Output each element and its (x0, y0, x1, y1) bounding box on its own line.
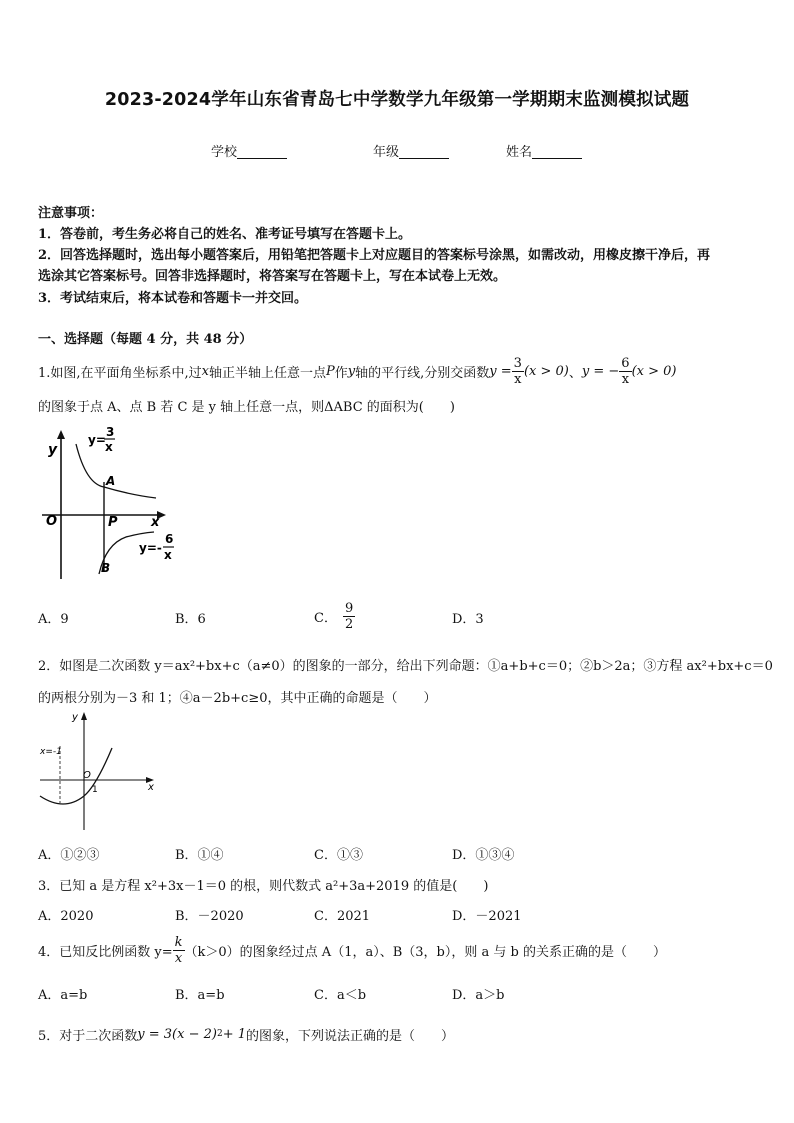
q5-text-post: 的图象，下列说法正确的是（ ） (246, 1028, 455, 1044)
q2-label-x: x (148, 782, 154, 793)
note-item: 1．答卷前，考生务必将自己的姓名、准考证号填写在答题卡上。 (38, 227, 412, 242)
q1-label-func2-num: 6 (165, 532, 174, 546)
q2-label-o: O (83, 770, 91, 781)
q1-label-func2-den: x (164, 548, 172, 562)
q1-func1-fraction (512, 356, 524, 387)
q5-formula: y = 3(x − 2) (137, 1026, 217, 1042)
q4-text-pre: 4．已知反比例函数 y= (38, 944, 173, 960)
q1-option-c-fraction (343, 601, 355, 632)
q3-option-c[interactable]: C．2021 (314, 909, 371, 924)
q2-option-b[interactable]: B．①④ (175, 848, 224, 863)
q3-option-d[interactable]: D．－2021 (452, 909, 522, 924)
q1-label-func1-num: 3 (106, 425, 115, 439)
q1-func2-fraction (619, 356, 631, 387)
name-blank (532, 144, 582, 159)
q1-label-p: P (108, 515, 118, 530)
question-1-line2: 的图象于点 A、点 B 若 C 是 y 轴上任意一点，则ΔABC 的面积为( ) (38, 400, 455, 415)
school-field (211, 141, 287, 160)
q1-text: 1.如图,在平面角坐标系中,过 (38, 365, 202, 381)
q1-y-arrow (57, 430, 65, 439)
notes-heading: 注意事项： (38, 206, 104, 221)
q2-label-y: y (72, 712, 78, 723)
q1-sep: 、 (568, 365, 582, 381)
q3-option-a[interactable]: A．2020 (38, 909, 94, 924)
q1-option-c-num: 9 (344, 600, 354, 616)
name-field (506, 141, 582, 160)
q1-label-b: B (101, 561, 111, 575)
q4-fraction (173, 935, 185, 966)
q1-curve-upper (76, 444, 156, 498)
q1-label-func1: y= (88, 433, 106, 447)
q5-text-pre: 5．对于二次函数 (38, 1028, 138, 1044)
q2-y-arrow (81, 712, 87, 720)
q4-den: x (174, 950, 183, 966)
note-item: 2．回答选择题时，选出每小题答案后，用铅笔把答题卡上对应题目的答案标号涂黑，如需改动，用橡皮擦干净后，再 (38, 248, 711, 263)
q1-func2: y = − (581, 363, 620, 379)
q1-func2-cond: (x > 0) (631, 363, 677, 379)
q4-num: k (174, 934, 183, 950)
q1-func1: y = (489, 363, 512, 379)
question-1-line1 (38, 354, 676, 388)
q2-option-a[interactable]: A．①②③ (38, 848, 100, 863)
name-label: 姓名 (506, 145, 533, 160)
q4-option-c[interactable]: C．a＜b (314, 988, 367, 1003)
q1-option-b[interactable]: B．6 (175, 612, 206, 627)
q1-option-d[interactable]: D．3 (452, 612, 484, 627)
question-5 (38, 1022, 454, 1046)
question-4 (38, 930, 666, 970)
q1-option-c[interactable] (314, 596, 355, 636)
q3-option-b[interactable]: B．－2020 (175, 909, 244, 924)
q2-label-one: 1 (92, 785, 98, 795)
school-label: 学校 (211, 145, 238, 160)
q1-func1-num: 3 (513, 355, 522, 371)
note-item: 选涂其它答案标号。回答非选择题时，将答案写在答题卡上，写在本试卷上无效。 (38, 269, 507, 284)
note-item: 3．考试结束后，将本试卷和答题卡一并交回。 (38, 291, 308, 306)
q1-label-x: x (151, 515, 160, 530)
q1-graph (36, 424, 186, 584)
q1-option-c-label: C． (314, 610, 337, 626)
q1-option-a[interactable]: A．9 (38, 612, 69, 627)
q1-func1-den: x (514, 371, 522, 387)
q4-option-b[interactable]: B．a=b (175, 988, 225, 1003)
q5-formula-end: + 1 (222, 1026, 246, 1042)
q1-label-a: A (106, 474, 116, 488)
q1-var-x: x (201, 363, 210, 379)
q4-option-a[interactable]: A．a=b (38, 988, 88, 1003)
q2-option-c[interactable]: C．①③ (314, 848, 363, 863)
q1-label-func2: y=- (139, 541, 162, 555)
school-blank (237, 144, 287, 159)
q1-var-y: y (347, 363, 356, 379)
q1-text: 轴的平行线,分别交函数 (355, 365, 490, 381)
page-title: 2023-2024学年山东省青岛七中学数学九年级第一学期期末监测模拟试题 (104, 90, 690, 110)
q2-graph (36, 708, 166, 836)
section-heading: 一、选择题（每题 4 分，共 48 分） (38, 332, 253, 347)
q1-func2-den: x (621, 371, 630, 387)
q1-label-y: y (48, 442, 58, 458)
grade-field (373, 141, 449, 160)
grade-label: 年级 (373, 145, 400, 160)
q5-formula-exp: 2 (216, 1029, 223, 1039)
question-2-line1: 2．如图是二次函数 y＝ax²+bx+c（a≠0）的图象的一部分，给出下列命题：①a+b+c＝0；②b＞2a；③方程 ax²+bx+c＝0 (38, 659, 773, 674)
q1-label-func1-den: x (105, 440, 113, 454)
q1-text: 作 (334, 365, 348, 381)
q1-var-p: P (326, 363, 335, 379)
q1-text: 轴正半轴上任意一点 (209, 365, 327, 381)
question-3: 3．已知 a 是方程 x²+3x－1＝0 的根，则代数式 a²+3a+2019 的值是( ) (38, 879, 489, 894)
q1-func1-cond: (x > 0) (523, 363, 569, 379)
q1-option-c-den: 2 (344, 616, 354, 632)
question-2-line2: 的两根分别为－3 和 1；④a－2b+c≥0，其中正确的命题是（ ） (38, 691, 437, 706)
q2-label-axis: x=-1 (40, 747, 62, 757)
q4-option-d[interactable]: D．a＞b (452, 988, 505, 1003)
q1-func2-num: 6 (621, 355, 630, 371)
q1-label-o: O (46, 514, 58, 529)
q2-option-d[interactable]: D．①③④ (452, 848, 515, 863)
q4-text-post: （k＞0）的图象经过点 A（1，a）、B（3，b），则 a 与 b 的关系正确的是（ ） (184, 944, 666, 960)
grade-blank (399, 144, 449, 159)
